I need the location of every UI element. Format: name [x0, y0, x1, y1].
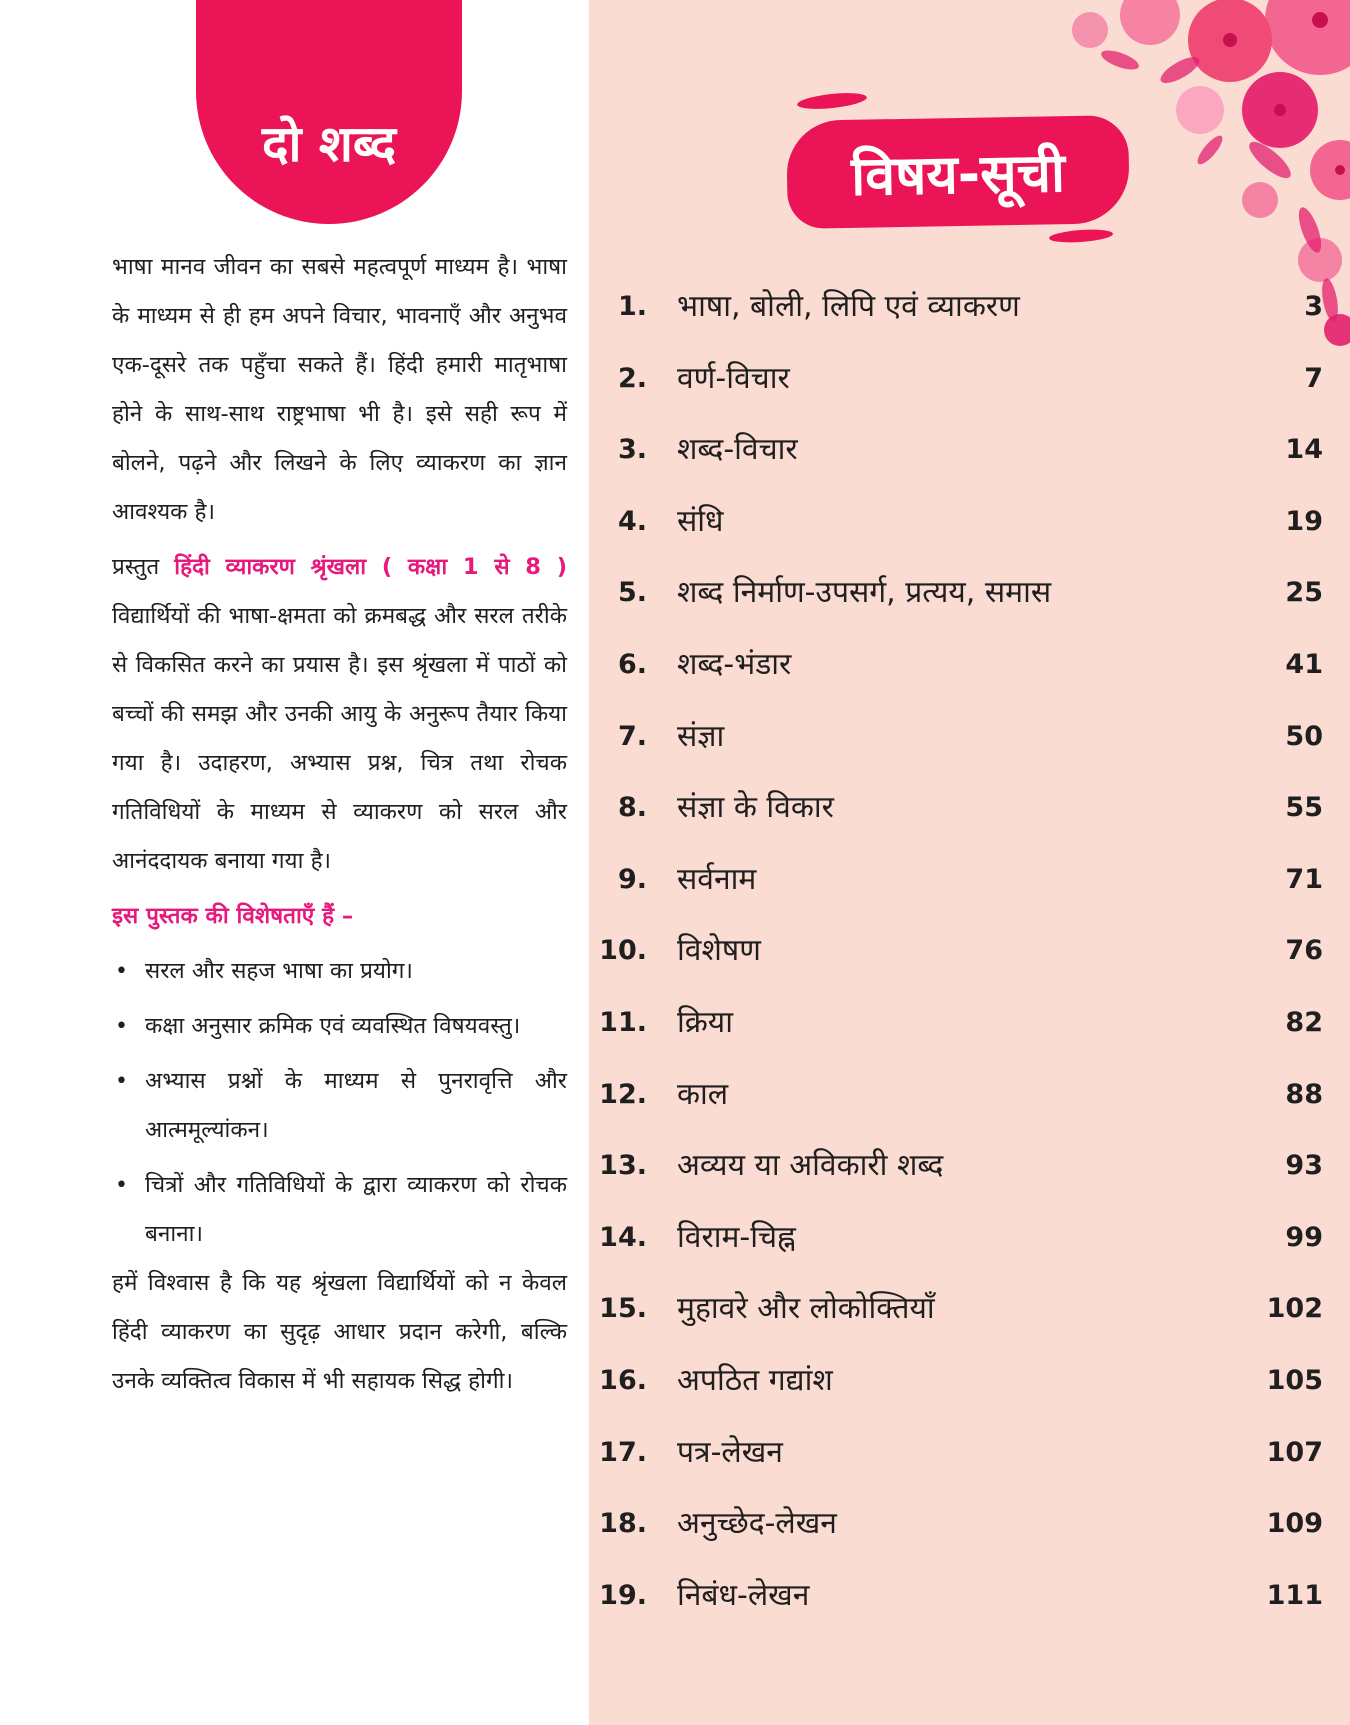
toc-entry-title: विशेषण — [677, 933, 761, 969]
toc-entry[interactable] — [589, 1059, 1350, 1131]
toc-entry-title: सर्वनाम — [677, 861, 757, 897]
toc-entry-title: मुहावरे और लोकोक्तियाँ — [677, 1291, 935, 1327]
toc-entry-page: 50 — [1285, 720, 1323, 752]
toc-entry-title: क्रिया — [677, 1004, 733, 1040]
foreword-column — [0, 0, 589, 1725]
toc-entry-title: संज्ञा के विकार — [677, 790, 834, 826]
toc-title-badge — [786, 115, 1130, 229]
toc-entry-page: 93 — [1285, 1150, 1323, 1182]
toc-entry-page: 111 — [1266, 1579, 1323, 1611]
toc-title: विषय-सूची — [850, 141, 1066, 208]
toc-entry-title: काल — [677, 1076, 729, 1112]
toc-entry-number: 10. — [599, 935, 647, 967]
toc-entry-title: शब्द-भंडार — [677, 646, 792, 682]
toc-entry-page: 99 — [1285, 1221, 1323, 1253]
toc-entry-title: पत्र-लेखन — [677, 1434, 783, 1470]
series-name: हिंदी व्याकरण श्रृंखला ( कक्षा 1 से 8 ) — [174, 554, 567, 580]
toc-entry[interactable] — [589, 987, 1350, 1059]
toc-entry[interactable] — [589, 1202, 1350, 1274]
toc-entry-title: अपठित गद्यांश — [677, 1362, 833, 1398]
toc-entry[interactable] — [589, 915, 1350, 987]
toc-entry-title: संज्ञा — [677, 718, 725, 754]
intro-paragraph-2-rest: विद्यार्थियों की भाषा-क्षमता को क्रमबद्ध और सरल तरीके से विकसित करने का प्रयास है। इस श्रृंखला में पाठों को बच्चों की समझ और उनकी आयु के अनुरूप तैयार किया गया है। उदाहरण, अभ्यास प्रश्न, चित्र तथा रोचक गतिविधियों के माध्यम से व्याकरण को सरल और आनंददायक बनाया गया है। — [112, 603, 567, 874]
toc-entry-number: 17. — [599, 1436, 647, 1468]
toc-list — [589, 271, 1350, 1631]
feature-item: • सरल और सहज भाषा का प्रयोग। — [112, 947, 567, 996]
intro-paragraph-2-prefix: प्रस्तुत — [112, 554, 160, 580]
toc-entry-page: 109 — [1266, 1508, 1323, 1540]
toc-column — [589, 0, 1350, 1725]
foreword-heading: दो शब्द — [261, 115, 397, 173]
toc-entry-title: निबंध-लेखन — [677, 1577, 810, 1613]
toc-entry-title: अनुच्छेद-लेखन — [677, 1506, 837, 1542]
toc-entry[interactable] — [589, 701, 1350, 773]
toc-entry-number: 6. — [617, 648, 647, 680]
toc-entry-number: 11. — [599, 1006, 647, 1038]
toc-entry-number: 5. — [617, 577, 647, 609]
toc-entry-number: 9. — [617, 863, 647, 895]
toc-entry[interactable] — [589, 271, 1350, 343]
toc-entry-number: 7. — [617, 720, 647, 752]
toc-entry-page: 19 — [1285, 505, 1323, 537]
toc-entry-page: 102 — [1266, 1293, 1323, 1325]
foreword-heading-badge — [196, 0, 462, 224]
toc-entry-page: 76 — [1285, 935, 1323, 967]
toc-entry-title: संधि — [677, 503, 724, 539]
toc-entry-title: विराम-चिह्न — [677, 1219, 796, 1255]
toc-entry-page: 41 — [1285, 648, 1323, 680]
intro-paragraph-1: भाषा मानव जीवन का सबसे महत्वपूर्ण माध्यम है। भाषा के माध्यम से ही हम अपने विचार, भावनाएँ और अनुभव एक-दूसरे तक पहुँचा सकते हैं। हिंदी हमारी मातृभाषा होने के साथ-साथ राष्ट्रभाषा भी है। इसे सही रूप में बोलने, पढ़ने और लिखने के लिए व्याकरण का ज्ञान आवश्यक है। — [112, 254, 567, 525]
toc-entry-page: 107 — [1266, 1436, 1323, 1468]
toc-entry[interactable] — [589, 1130, 1350, 1202]
toc-entry-page: 88 — [1285, 1078, 1323, 1110]
toc-entry-number: 15. — [599, 1293, 647, 1325]
toc-entry[interactable] — [589, 1273, 1350, 1345]
foreword-body — [112, 243, 567, 1406]
toc-entry-page: 55 — [1285, 792, 1323, 824]
toc-entry[interactable] — [589, 1488, 1350, 1560]
toc-entry[interactable] — [589, 557, 1350, 629]
toc-entry-page: 3 — [1304, 291, 1323, 322]
toc-entry-number: 16. — [599, 1364, 647, 1396]
toc-entry-title: भाषा, बोली, लिपि एवं व्याकरण — [677, 289, 1020, 324]
feature-item: • अभ्यास प्रश्नों के माध्यम से पुनरावृत्ति और आत्ममूल्यांकन। — [112, 1057, 567, 1155]
toc-entry-number: 18. — [599, 1508, 647, 1540]
features-list — [112, 947, 567, 1259]
toc-entry[interactable] — [589, 772, 1350, 844]
toc-entry[interactable] — [589, 414, 1350, 486]
toc-entry-page: 25 — [1285, 577, 1323, 609]
toc-entry-page: 14 — [1285, 434, 1323, 466]
toc-entry[interactable] — [589, 1417, 1350, 1489]
toc-entry[interactable] — [589, 629, 1350, 701]
toc-entry-number: 19. — [599, 1579, 647, 1611]
toc-entry[interactable] — [589, 343, 1350, 415]
toc-entry[interactable] — [589, 486, 1350, 558]
toc-entry-number: 1. — [617, 291, 647, 322]
toc-entry-title: शब्द निर्माण-उपसर्ग, प्रत्यय, समास — [677, 575, 1052, 611]
toc-entry-page: 82 — [1285, 1006, 1323, 1038]
toc-entry[interactable] — [589, 1345, 1350, 1417]
closing-paragraph: हमें विश्वास है कि यह श्रृंखला विद्यार्थियों को न केवल हिंदी व्याकरण का सुदृढ़ आधार प्रदान करेगी, बल्कि उनके व्यक्तित्व विकास में भी सहायक सिद्ध होगी। — [112, 1270, 567, 1394]
feature-item: • कक्षा अनुसार क्रमिक एवं व्यवस्थित विषयवस्तु। — [112, 1002, 567, 1051]
toc-entry-title: शब्द-विचार — [677, 432, 798, 468]
toc-entry[interactable] — [589, 844, 1350, 916]
feature-item: • चित्रों और गतिविधियों के द्वारा व्याकरण को रोचक बनाना। — [112, 1161, 567, 1259]
toc-entry-number: 3. — [617, 434, 647, 466]
features-heading: इस पुस्तक की विशेषताएँ हैं – — [112, 903, 354, 929]
toc-entry-number: 12. — [599, 1078, 647, 1110]
toc-entry-number: 8. — [617, 792, 647, 824]
toc-entry-title: वर्ण-विचार — [677, 360, 790, 396]
toc-entry-number: 14. — [599, 1221, 647, 1253]
toc-entry-number: 13. — [599, 1150, 647, 1182]
toc-entry-page: 71 — [1285, 863, 1323, 895]
toc-entry-number: 4. — [617, 505, 647, 537]
toc-entry[interactable] — [589, 1560, 1350, 1632]
toc-entry-page: 105 — [1266, 1364, 1323, 1396]
toc-entry-title: अव्यय या अविकारी शब्द — [677, 1148, 944, 1184]
toc-entry-number: 2. — [617, 362, 647, 394]
toc-entry-page: 7 — [1304, 362, 1323, 394]
intro-paragraph-2 — [112, 543, 567, 886]
